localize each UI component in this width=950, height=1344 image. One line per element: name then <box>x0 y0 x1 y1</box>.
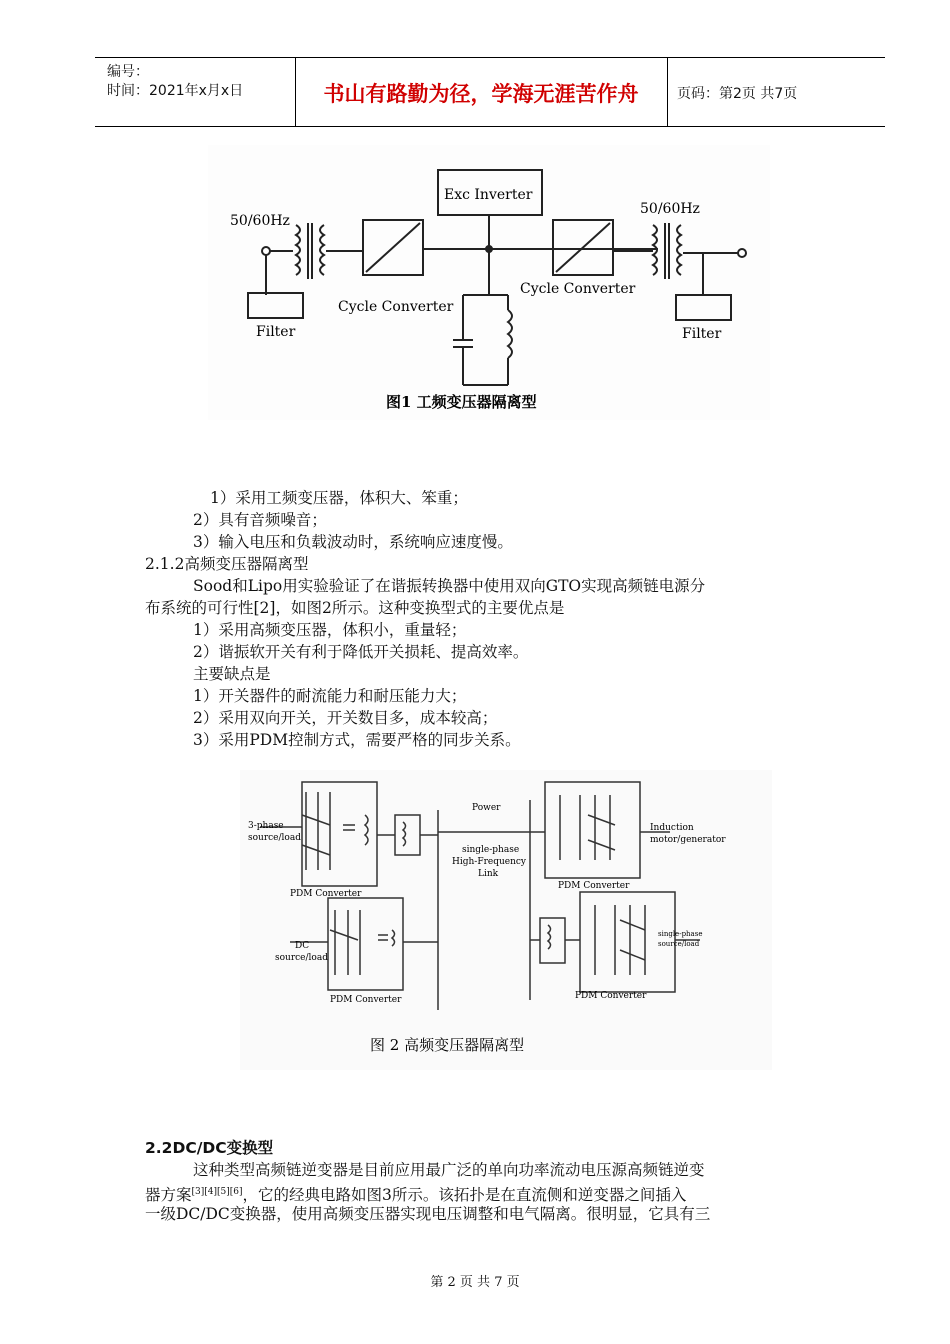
fig1-cycle-left: Cycle Converter <box>338 299 454 315</box>
fig2-src3b: source/load <box>248 833 301 843</box>
l3: 3）输入电压和负载波动时，系统响应速度慢。 <box>193 533 513 551</box>
p1b: 布系统的可行性[2]，如图2所示。这种变换型式的主要优点是 <box>145 599 565 617</box>
a2: 2）谐振软开关有利于降低开关损耗、提高效率。 <box>193 643 529 661</box>
fig2-sp2: source/load <box>658 940 700 948</box>
page-footer: 第 2 页 共 7 页 <box>430 1275 520 1290</box>
l1: 1）采用工频变压器，体积大、笨重； <box>210 489 468 507</box>
header-motto-cell <box>295 58 668 126</box>
section-2-1-2: 2.1.2高频变压器隔离型 <box>145 555 309 573</box>
fig2-pdm-1: PDM Converter <box>290 889 362 899</box>
fig2-pdm-4: PDM Converter <box>575 991 647 1001</box>
page-header <box>95 57 885 127</box>
s22-p1: 这种类型高频链逆变器是目前应用最广泛的单向功率流动电压源高频链逆变 <box>193 1161 705 1179</box>
s22-p2a: 器方案 <box>145 1186 192 1205</box>
fig2-ind1: Induction <box>650 823 694 833</box>
d3: 3）采用PDM控制方式，需要严格的同步关系。 <box>193 731 521 749</box>
fig2-link1: single-phase <box>462 845 520 855</box>
fig2-link3: Link <box>478 869 499 879</box>
fig2-caption: 图 2 高频变压器隔离型 <box>370 1036 525 1054</box>
fig2-sp1: single-phase <box>658 930 703 938</box>
p1a: Sood和Lipo用实验验证了在谐振转换器中使用双向GTO实现高频链电源分 <box>193 577 706 595</box>
header-info-cell <box>95 58 296 126</box>
s22-refs: [3][4][5][6] <box>191 1187 243 1197</box>
fig2-ind2: motor/generator <box>650 835 726 845</box>
fig1-freq-left: 50/60Hz <box>230 213 290 229</box>
fig2-link2: High-Frequency <box>452 857 527 867</box>
fig1-caption: 图1 工频变压器隔离型 <box>386 393 537 411</box>
section-2-2-title: 2.2DC/DC变换型 <box>145 1139 274 1157</box>
fig2-dcb: source/load <box>275 953 328 963</box>
header-page-cell <box>667 58 885 126</box>
l2: 2）具有音频噪音； <box>193 511 327 529</box>
s22-p2 <box>145 1182 686 1205</box>
dis: 主要缺点是 <box>193 665 271 683</box>
page-label: 页码：第2页 共7页 <box>677 86 798 102</box>
figure-1-diagram <box>208 145 770 420</box>
fig2-pdm-3: PDM Converter <box>330 995 402 1005</box>
d1: 1）开关器件的耐流能力和耐压能力大； <box>193 687 467 705</box>
d2: 2）采用双向开关，开关数目多，成本较高； <box>193 709 498 727</box>
fig2-pdm-2: PDM Converter <box>558 881 630 891</box>
figure-1 <box>208 145 770 420</box>
s22-p2b: ，它的经典电路如图3所示。该拓扑是在直流侧和逆变器之间插入 <box>242 1186 687 1205</box>
fig2-dc: DC <box>295 941 310 951</box>
time-label: 时间：2021年x月x日 <box>107 83 244 99</box>
number-label: 编号： <box>107 64 149 80</box>
motto: 书山有路勤为径，学海无涯苦作舟 <box>323 82 639 106</box>
fig2-power: Power <box>472 803 501 813</box>
fig1-exc-inverter: Exc Inverter <box>444 187 533 203</box>
figure-2 <box>240 770 772 1070</box>
fig1-freq-right: 50/60Hz <box>640 201 700 217</box>
s22-p3: 一级DC/DC变换器，使用高频变压器实现电压调整和电气隔离。很明显，它具有三 <box>145 1205 711 1223</box>
fig1-filter-right: Filter <box>682 326 722 342</box>
fig1-cycle-right: Cycle Converter <box>520 281 636 297</box>
a1: 1）采用高频变压器，体积小，重量轻； <box>193 621 467 639</box>
fig2-src3: 3-phase <box>248 821 284 831</box>
fig1-filter-left: Filter <box>256 324 296 340</box>
figure-2-diagram <box>240 770 772 1070</box>
